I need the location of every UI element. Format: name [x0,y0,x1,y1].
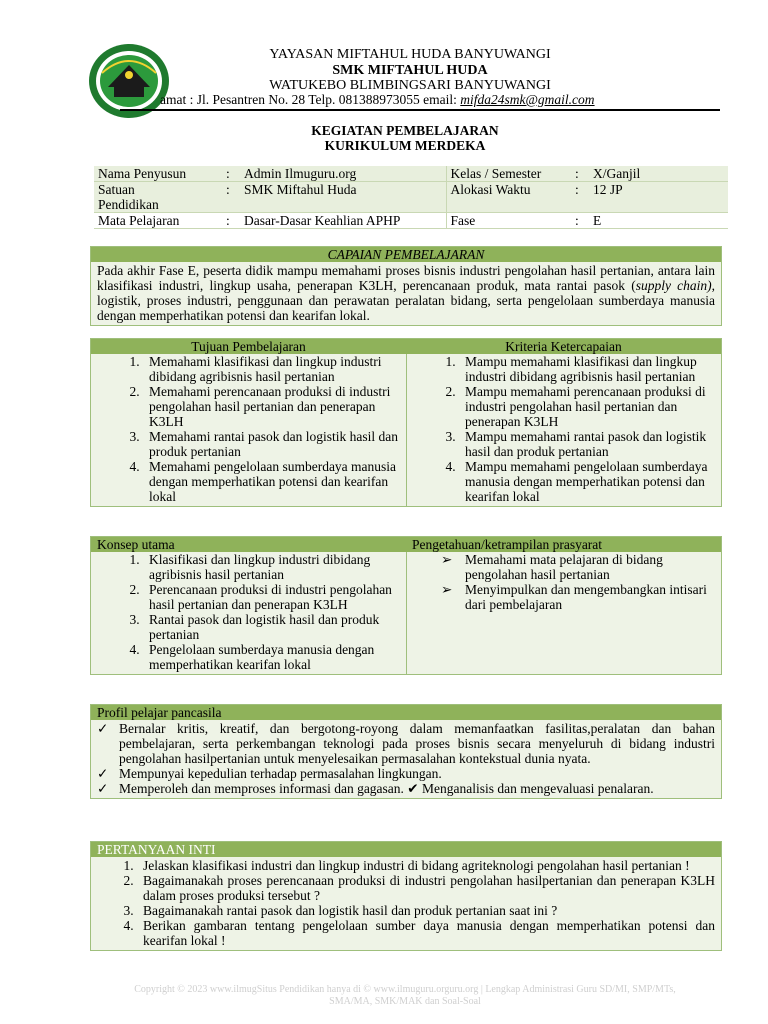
table-row [94,182,728,213]
satuan-value: SMK Miftahul Huda [244,182,357,197]
capaian-text-italic: supply chain) [635,278,712,293]
konsep-heading: Konsep utama [97,537,175,552]
foundation-name: YAYASAN MIFTAHUL HUDA BANYUWANGI [269,47,551,62]
colon: : [575,213,579,228]
copyright-footer [90,984,720,1008]
colon: : [575,166,579,181]
school-location: WATUKEBO BLIMBINGSARI BANYUWANGI [269,78,551,93]
colon: : [575,182,579,197]
document-title: KEGIATAN PEMBELAJARAN [311,123,499,138]
kriteria-list [406,354,721,506]
list-item: 2. Memahami perencanaan produksi di industri pengolahan hasil pertanian dan penerapan K3LH [143,384,400,429]
footer-line: Copyright © 2023 www.ilmugSitus Pendidikan hanya di © www.ilmuguru.orguru.org | Lengkap Administrasi Guru SD/MI, SMP/MTs, [134,984,676,995]
school-name: SMK MIFTAHUL HUDA [332,63,488,78]
konsep-section [90,536,722,675]
mapel-value: Dasar-Dasar Keahlian APHP [244,213,401,228]
colon: : [226,182,230,197]
colon: : [226,213,230,228]
pertanyaan-section [90,841,722,951]
list-item [91,766,715,781]
check-icon: ✓ [97,766,109,781]
list-item: 4. Mampu memahami pengelolaan sumberdaya manusia dengan memperhatikan potensi dan kearifan lokal [459,459,715,504]
list-item: 1. Mampu memahami klasifikasi dan lingkup industri dibidang agribisnis hasil pertanian [459,354,715,384]
arrow-bullet-icon: ➢ [441,582,453,597]
kelas-value: X/Ganjil [593,166,641,181]
check-icon: ✓ [97,781,109,796]
list-item: 2. Bagaimanakah proses perencanaan produksi di industri pengolahan hasilpertanian dan penerapan K3LH dalam proses produksi tersebut ? [137,873,715,903]
fase-label: Fase [446,213,571,229]
satuan-label-2: Pendidikan [98,197,159,212]
pertanyaan-body [91,857,721,950]
satuan-label [94,182,222,213]
list-item-text: Mempunyai kepedulian terhadap permasalahan lingkungan. [119,766,442,781]
list-item [91,781,715,796]
nama-value: Admin Ilmuguru.org [244,166,357,181]
header-divider [120,109,720,111]
address-text: amat : Jl. Pesantren No. 28 Telp. 081388973055 email: [160,92,461,107]
capaian-section [90,246,722,326]
school-crest-logo [88,43,170,119]
email-link[interactable]: mifda24smk@gmail.com [460,92,595,107]
list-item: 3. Bagaimanakah rantai pasok dan logistik hasil dan produk pertanian saat ini ? [137,903,715,918]
nama-label: Nama Penyusun [98,166,187,181]
footer-line: SMA/MA, SMK/MAK dan Soal-Soal [329,996,481,1007]
list-item-text: Bernalar kritis, kreatif, dan bergotong-royong dalam memanfaatkan fasilitas,peralatan dan bahan pembelajaran, serta perkembangan teknologi pada proses bisnis secara menyeluruh di bidang industri pengolahan hasilpertanian untuk menyelesaikan permasalahan kontekstual dunia nyata. [119,721,715,766]
table-row [94,166,728,182]
alokasi-value: 12 JP [593,182,623,197]
profil-section [90,704,722,799]
konsep-list [91,552,406,674]
prasyarat-heading: Pengetahuan/ketrampilan prasyarat [412,537,603,552]
mapel-label: Mata Pelajaran [98,213,180,228]
pertanyaan-heading: PERTANYAAN INTI [91,842,721,857]
list-item: 4. Berikan gambaran tentang pengelolaan sumber daya manusia dengan memperhatikan potensi dan kearifan lokal ! [137,918,715,948]
profil-body [91,720,721,798]
alokasi-label: Alokasi Waktu [446,182,571,213]
list-item: 1. Klasifikasi dan lingkup industri dibidang agribisnis hasil pertanian [143,552,400,582]
check-icon: ✓ [97,721,109,736]
fase-value: E [593,213,602,228]
capaian-text [91,262,721,325]
tujuan-list [91,354,406,506]
list-item: 4. Memahami pengelolaan sumberdaya manusia dengan memperhatikan potensi dan kearifan lokal [143,459,400,504]
school-address [160,92,680,108]
list-item-text: Memperoleh dan memproses informasi dan gagasan. ✔ Menganalisis dan mengevaluasi penalaran. [119,781,654,796]
list-item-text: Memahami mata pelajaran di bidang pengolahan hasil pertanian [465,552,663,582]
list-item: 2. Mampu memahami perencanaan produksi di industri pengolahan hasil pertanian dan penerapan K3LH [459,384,715,429]
list-item [91,721,715,766]
colon: : [226,166,230,181]
table-row [94,213,728,229]
list-item [413,552,715,582]
list-item-text: Menyimpulkan dan mengembangkan intisari dari pembelajaran [465,582,707,612]
kriteria-heading: Kriteria Ketercapaian [505,339,622,354]
tujuan-section [90,338,722,507]
list-item: 3. Memahami rantai pasok dan logistik hasil dan produk pertanian [143,429,400,459]
kelas-label: Kelas / Semester [446,166,571,182]
profil-heading: Profil pelajar pancasila [91,705,721,720]
list-item: 1. Memahami klasifikasi dan lingkup industri dibidang agribisnis hasil pertanian [143,354,400,384]
prasyarat-list [406,552,721,674]
document-subtitle: KURIKULUM MERDEKA [324,138,486,153]
satuan-label-1: Satuan [98,182,135,197]
list-item: 2. Perencanaan produksi di industri pengolahan hasil pertanian dan penerapan K3LH [143,582,400,612]
list-item: 4. Pengelolaan sumberdaya manusia dengan memperhatikan kearifan lokal [143,642,400,672]
identity-table [94,166,728,229]
capaian-text-part: Pada akhir Fase E, peserta didik mampu memahami proses bisnis industri pengolahan hasil pertanian, antara lain klasifikasi industri, lingkup usaha, penerapan K3LH, perencanaan produk, mata rantai pasok ( [97,263,715,293]
arrow-bullet-icon: ➢ [441,552,453,567]
list-item: 1. Jelaskan klasifikasi industri dan lingkup industri di bidang agriteknologi pengolahan hasil pertanian ! [137,858,715,873]
list-item [413,582,715,612]
capaian-text-part: , logistik, proses industri, penggunaan dan perawatan peralatan bidang, serta pengelolaan sumberdaya manusia dengan memperhatikan potensi dan kearifan lokal. [97,278,715,323]
list-item: 3. Mampu memahami rantai pasok dan logistik hasil dan produk pertanian [459,429,715,459]
list-item: 3. Rantai pasok dan logistik hasil dan produk pertanian [143,612,400,642]
capaian-heading: CAPAIAN PEMBELAJARAN [91,247,721,262]
tujuan-heading: Tujuan Pembelajaran [191,339,306,354]
